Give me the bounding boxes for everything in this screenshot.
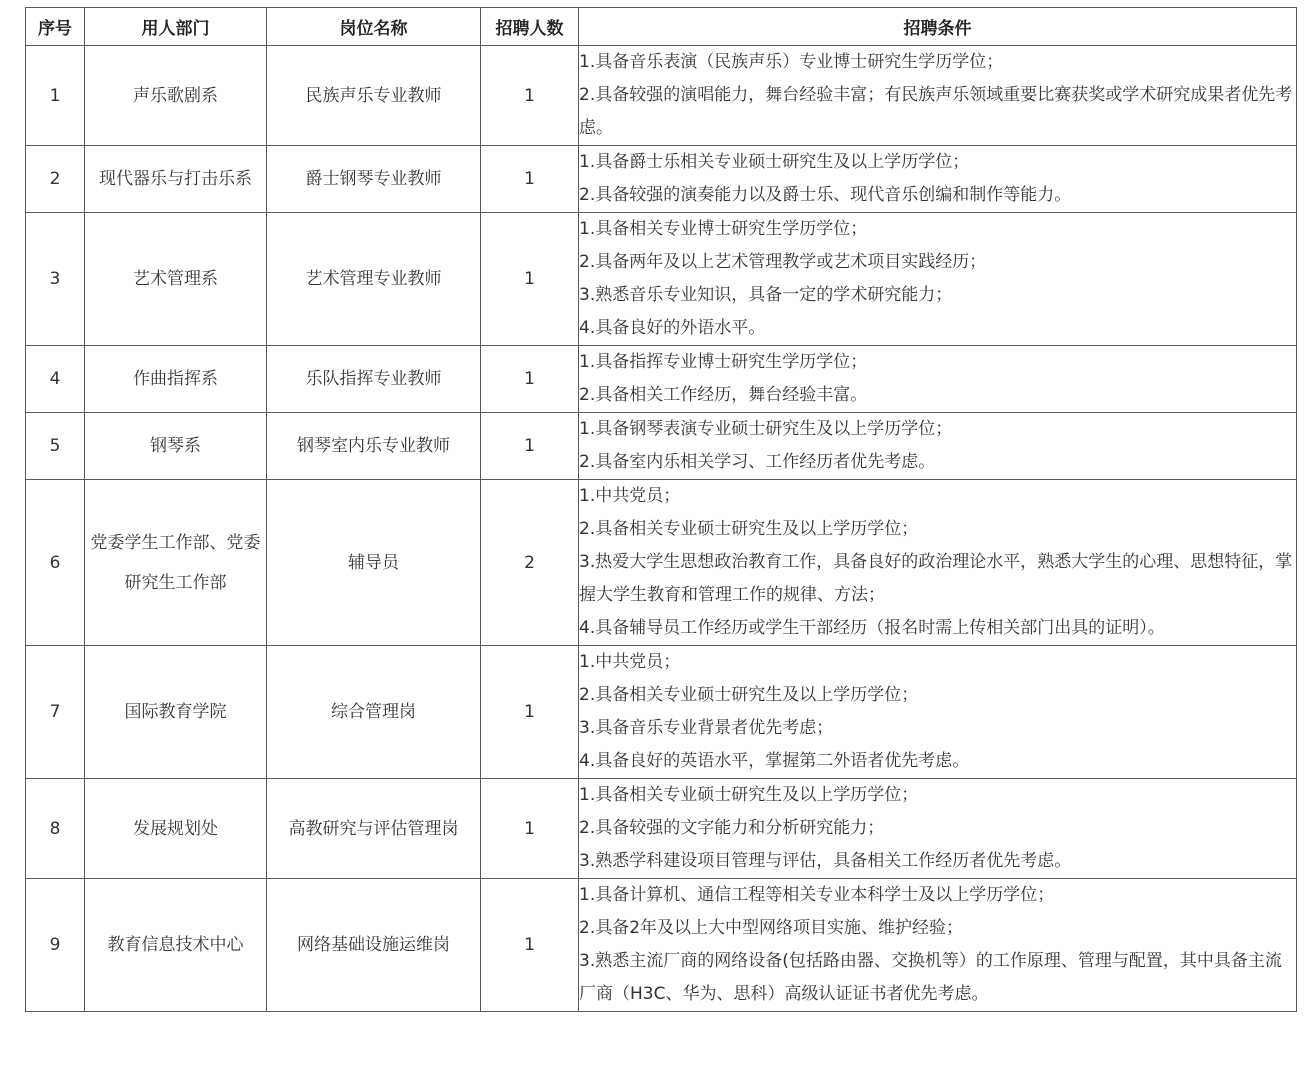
cell-no: 6 (26, 480, 85, 646)
condition-line: 1.具备相关专业硕士研究生及以上学历学位； (579, 785, 919, 805)
cell-no: 4 (26, 346, 85, 413)
cell-no: 3 (26, 213, 85, 346)
condition-line: 2.具备相关专业硕士研究生及以上学历学位； (579, 685, 919, 705)
cell-count: 1 (481, 146, 579, 213)
cell-no: 1 (26, 46, 85, 146)
cell-position: 网络基础设施运维岗 (267, 879, 481, 1012)
condition-line: 1.具备相关专业博士研究生学历学位； (579, 219, 868, 239)
cell-count: 1 (481, 413, 579, 480)
table-row (26, 480, 1297, 646)
cell-count: 1 (481, 779, 579, 879)
cell-conditions (579, 879, 1297, 1012)
condition-line: 3.熟悉学科建设项目管理与评估，具备相关工作经历者优先考虑。 (579, 851, 1072, 871)
table-body (26, 46, 1297, 1012)
cell-conditions (579, 480, 1297, 646)
cell-dept: 钢琴系 (85, 413, 267, 480)
cell-dept: 发展规划处 (85, 779, 267, 879)
header-dept: 用人部门 (85, 8, 267, 46)
table-row (26, 646, 1297, 779)
cell-conditions (579, 46, 1297, 146)
table-row (26, 779, 1297, 879)
cell-count: 1 (481, 346, 579, 413)
cell-count: 2 (481, 480, 579, 646)
condition-line: 1.具备计算机、通信工程等相关专业本科学士及以上学历学位； (579, 885, 1055, 905)
table-row (26, 146, 1297, 213)
condition-line: 2.具备较强的演唱能力，舞台经验丰富；有民族声乐领域重要比赛获奖或学术研究成果者优先考虑。 (579, 85, 1293, 138)
cell-no: 2 (26, 146, 85, 213)
table-header-row (26, 8, 1297, 46)
condition-line: 4.具备良好的英语水平，掌握第二外语者优先考虑。 (579, 751, 970, 771)
condition-line: 2.具备2年及以上大中型网络项目实施、维护经验； (579, 918, 964, 938)
condition-line: 2.具备室内乐相关学习、工作经历者优先考虑。 (579, 452, 936, 472)
condition-line: 1.中共党员； (579, 486, 681, 506)
condition-line: 1.具备指挥专业博士研究生学历学位； (579, 352, 868, 372)
cell-count: 1 (481, 213, 579, 346)
cell-position: 艺术管理专业教师 (267, 213, 481, 346)
cell-dept: 艺术管理系 (85, 213, 267, 346)
cell-no: 5 (26, 413, 85, 480)
table-row (26, 213, 1297, 346)
condition-line: 2.具备两年及以上艺术管理教学或艺术项目实践经历； (579, 252, 987, 272)
condition-line: 2.具备相关工作经历，舞台经验丰富。 (579, 385, 868, 405)
condition-line: 1.具备爵士乐相关专业硕士研究生及以上学历学位； (579, 152, 970, 172)
cell-position: 爵士钢琴专业教师 (267, 146, 481, 213)
header-position: 岗位名称 (267, 8, 481, 46)
cell-conditions (579, 779, 1297, 879)
condition-line: 1.具备音乐表演（民族声乐）专业博士研究生学历学位； (579, 52, 1004, 72)
table-row (26, 346, 1297, 413)
condition-line: 3.具备音乐专业背景者优先考虑； (579, 718, 834, 738)
cell-position: 辅导员 (267, 480, 481, 646)
cell-count: 1 (481, 646, 579, 779)
cell-position: 综合管理岗 (267, 646, 481, 779)
condition-line: 4.具备辅导员工作经历或学生干部经历（报名时需上传相关部门出具的证明）。 (579, 618, 1165, 638)
cell-dept: 现代器乐与打击乐系 (85, 146, 267, 213)
cell-conditions (579, 213, 1297, 346)
table-row (26, 413, 1297, 480)
cell-dept: 作曲指挥系 (85, 346, 267, 413)
cell-conditions (579, 346, 1297, 413)
cell-conditions (579, 146, 1297, 213)
condition-line: 3.熟悉音乐专业知识，具备一定的学术研究能力； (579, 285, 953, 305)
condition-line: 2.具备较强的文字能力和分析研究能力； (579, 818, 885, 838)
table-row (26, 879, 1297, 1012)
cell-dept: 国际教育学院 (85, 646, 267, 779)
cell-position: 钢琴室内乐专业教师 (267, 413, 481, 480)
cell-no: 9 (26, 879, 85, 1012)
condition-line: 1.具备钢琴表演专业硕士研究生及以上学历学位； (579, 419, 953, 439)
header-conditions: 招聘条件 (579, 8, 1297, 46)
recruitment-table (25, 7, 1297, 1012)
condition-line: 3.热爱大学生思想政治教育工作，具备良好的政治理论水平，熟悉大学生的心理、思想特征，掌握大学生教育和管理工作的规律、方法； (579, 552, 1293, 605)
cell-position: 高教研究与评估管理岗 (267, 779, 481, 879)
cell-count: 1 (481, 879, 579, 1012)
condition-line: 3.熟悉主流厂商的网络设备(包括路由器、交换机等）的工作原理、管理与配置，其中具备主流厂商（H3C、华为、思科）高级认证证书者优先考虑。 (579, 951, 1282, 1004)
cell-dept: 教育信息技术中心 (85, 879, 267, 1012)
cell-no: 7 (26, 646, 85, 779)
condition-line: 2.具备相关专业硕士研究生及以上学历学位； (579, 519, 919, 539)
header-count: 招聘人数 (481, 8, 579, 46)
cell-no: 8 (26, 779, 85, 879)
table-row (26, 46, 1297, 146)
cell-count: 1 (481, 46, 579, 146)
condition-line: 4.具备良好的外语水平。 (579, 318, 766, 338)
cell-conditions (579, 646, 1297, 779)
condition-line: 1.中共党员； (579, 652, 681, 672)
cell-dept: 党委学生工作部、党委研究生工作部 (85, 480, 267, 646)
cell-conditions (579, 413, 1297, 480)
condition-line: 2.具备较强的演奏能力以及爵士乐、现代音乐创编和制作等能力。 (579, 185, 1072, 205)
cell-position: 民族声乐专业教师 (267, 46, 481, 146)
cell-position: 乐队指挥专业教师 (267, 346, 481, 413)
header-no: 序号 (26, 8, 85, 46)
cell-dept: 声乐歌剧系 (85, 46, 267, 146)
